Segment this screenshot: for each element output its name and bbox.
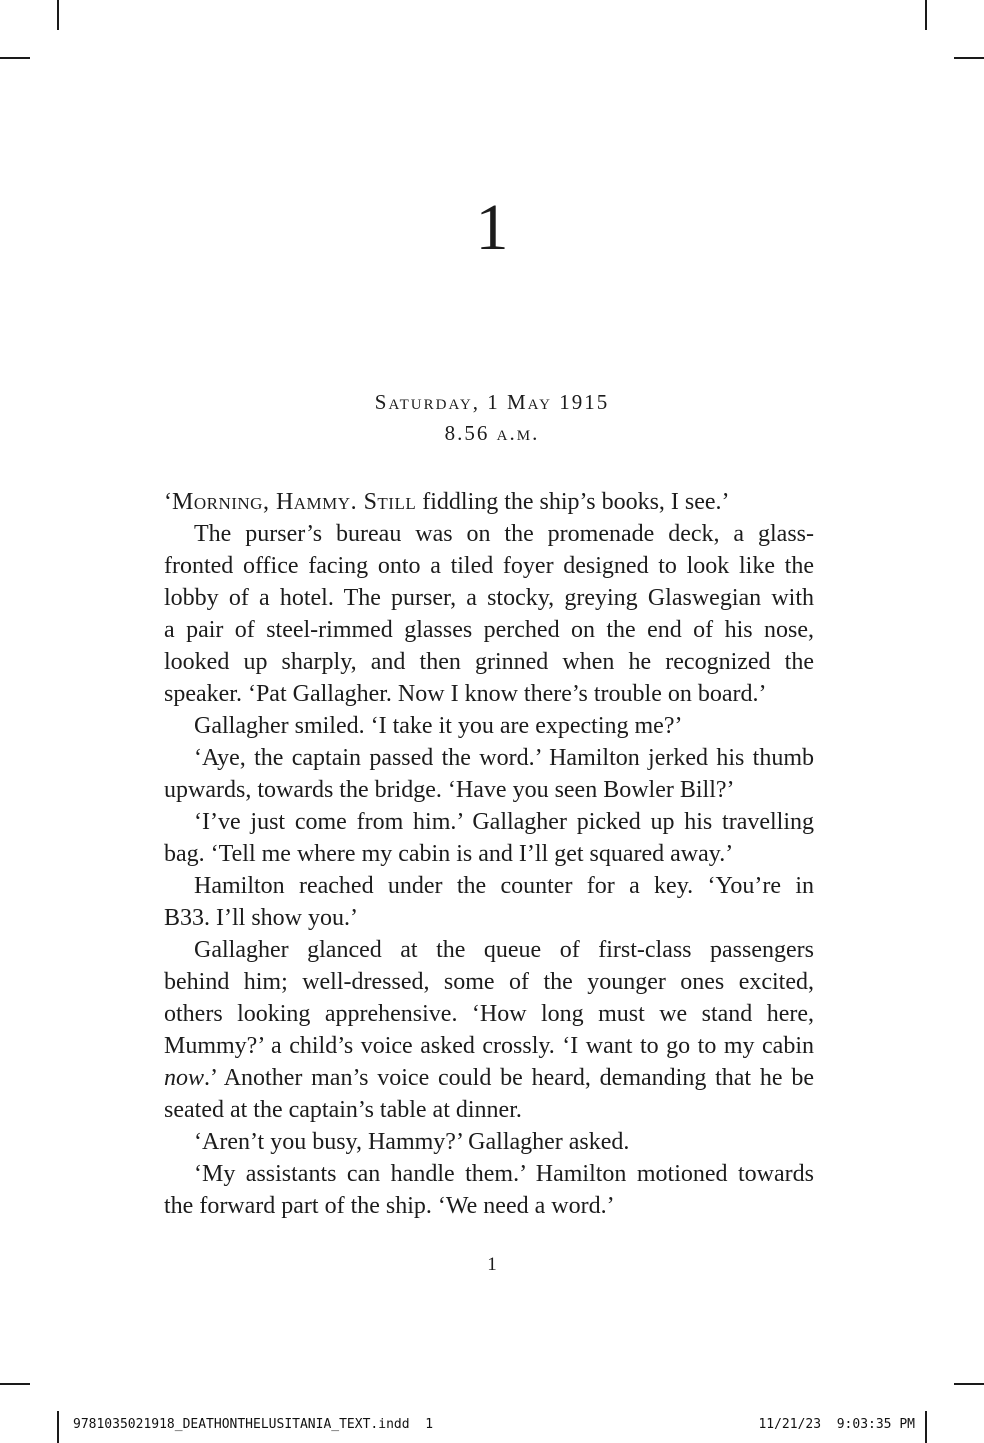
crop-mark-top-left-horizontal	[0, 57, 30, 59]
chapter-heading	[0, 387, 984, 449]
body-line: the forward part of the ship. ‘We need a word.’	[164, 1193, 615, 1219]
body-line: others looking apprehensive. ‘How long must we stand here,	[164, 1001, 814, 1027]
chapter-number: 1	[475, 191, 509, 264]
crop-mark-bottom-right-vertical	[925, 1411, 927, 1443]
body-line: now.’ Another man’s voice could be heard, demanding that he be	[164, 1065, 814, 1091]
body-line: ‘I’ve just come from him.’ Gallagher picked up his travelling	[194, 809, 814, 835]
body-line: upwards, towards the bridge. ‘Have you seen Bowler Bill?’	[164, 777, 735, 803]
body-line: The purser’s bureau was on the promenade deck, a glass-	[194, 521, 814, 547]
body-line: seated at the captain’s table at dinner.	[164, 1097, 522, 1123]
crop-mark-top-left-vertical	[57, 0, 59, 30]
body-line: B33. I’ll show you.’	[164, 905, 358, 931]
footer-timestamp: 11/21/23 9:03:35 PM	[758, 1417, 915, 1432]
body-line: behind him; well-dressed, some of the younger ones excited,	[164, 969, 814, 995]
body-line: bag. ‘Tell me where my cabin is and I’ll get squared away.’	[164, 841, 734, 867]
crop-mark-bottom-left-horizontal	[0, 1383, 30, 1385]
body-line: ‘Morning, Hammy. Still fiddling the ship’s books, I see.’	[164, 489, 730, 515]
footer-filename: 9781035021918_DEATHONTHELUSITANIA_TEXT.indd 1	[73, 1417, 434, 1432]
body-line: ‘Aye, the captain passed the word.’ Hamilton jerked his thumb	[194, 745, 814, 771]
body-line: ‘Aren’t you busy, Hammy?’ Gallagher asked.	[194, 1129, 630, 1155]
page-number: 1	[487, 1254, 497, 1275]
crop-mark-top-right-vertical	[925, 0, 927, 30]
body-line: ‘My assistants can handle them.’ Hamilton motioned towards	[194, 1161, 814, 1187]
crop-mark-bottom-right-horizontal	[954, 1383, 984, 1385]
body-line: lobby of a hotel. The purser, a stocky, greying Glaswegian with	[164, 585, 814, 611]
body-text	[164, 486, 814, 1222]
body-line: looked up sharply, and then grinned when he recognized the	[164, 649, 814, 675]
body-line: Gallagher smiled. ‘I take it you are expecting me?’	[194, 713, 683, 739]
crop-mark-bottom-left-vertical	[57, 1411, 59, 1443]
body-line: Hamilton reached under the counter for a key. ‘You’re in	[194, 873, 814, 899]
body-line: Gallagher glanced at the queue of first-class passengers	[194, 937, 814, 963]
crop-mark-top-right-horizontal	[954, 57, 984, 59]
heading-date: Saturday, 1 May 1915	[374, 390, 610, 414]
body-line: Mummy?’ a child’s voice asked crossly. ‘I want to go to my cabin	[164, 1033, 814, 1059]
heading-time: 8.56 a.m.	[444, 421, 540, 445]
body-line: speaker. ‘Pat Gallagher. Now I know there’s trouble on board.’	[164, 681, 767, 707]
body-line: fronted office facing onto a tiled foyer designed to look like the	[164, 553, 814, 579]
body-line: a pair of steel-rimmed glasses perched on the end of his nose,	[164, 617, 814, 643]
